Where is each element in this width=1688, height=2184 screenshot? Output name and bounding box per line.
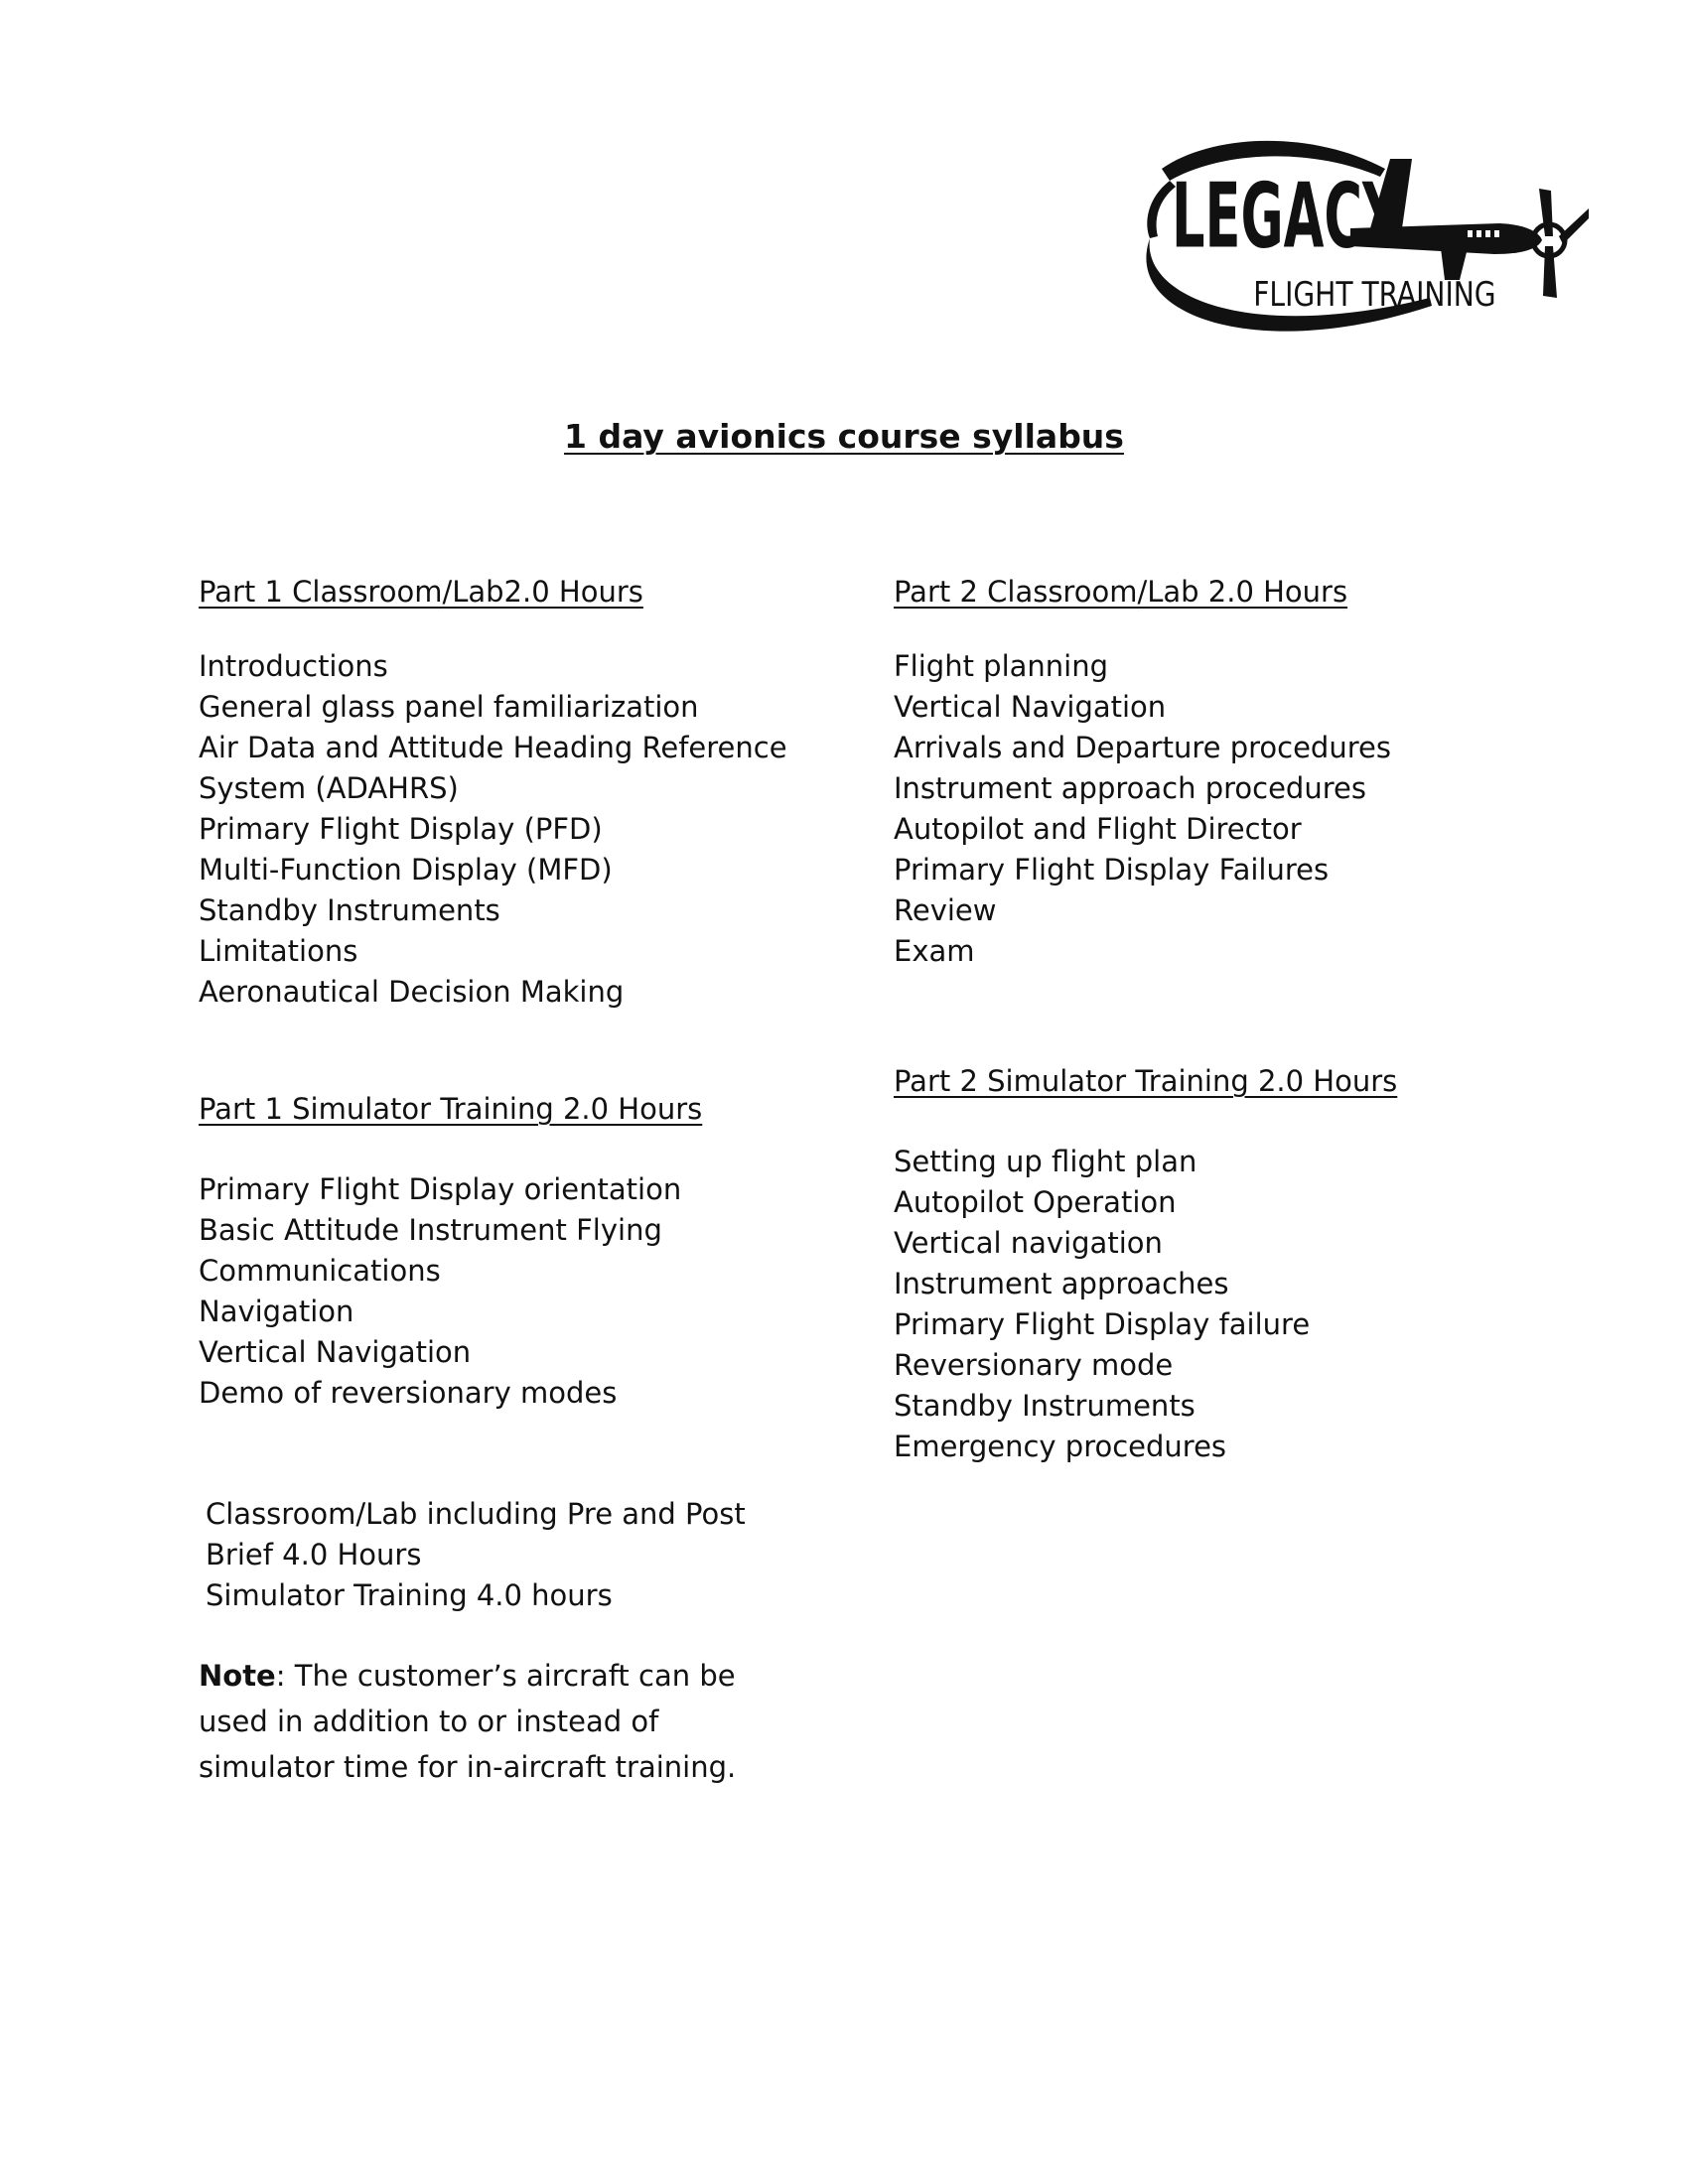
part1-simulator-section [199, 1089, 794, 1414]
list-item: General glass panel familiarization [199, 690, 699, 724]
topic-list [894, 646, 1489, 972]
section-heading: Part 2 Classroom/Lab 2.0 Hours [894, 575, 1348, 609]
hours-summary [206, 1494, 762, 1616]
list-item: Vertical Navigation [199, 1335, 472, 1369]
list-item: Navigation [199, 1295, 354, 1328]
section-heading: Part 2 Simulator Training 2.0 Hours [894, 1064, 1398, 1098]
section-heading: Part 1 Classroom/Lab2.0 Hours [199, 575, 643, 609]
list-item: Instrument approaches [894, 1267, 1229, 1300]
part2-simulator-section [894, 1061, 1489, 1467]
list-item: Standby Instruments [199, 893, 500, 927]
summary-line: Brief 4.0 Hours [206, 1538, 422, 1571]
list-item: Primary Flight Display orientation [199, 1172, 682, 1206]
svg-text:FLIGHT TRAINING: FLIGHT TRAINING [1253, 274, 1496, 315]
list-item: Multi-Function Display (MFD) [199, 853, 613, 887]
list-item: Primary Flight Display Failures [894, 853, 1330, 887]
section-heading: Part 1 Simulator Training 2.0 Hours [199, 1092, 703, 1126]
list-item: Introductions [199, 649, 388, 683]
note-label: Note [199, 1659, 276, 1693]
legacy-flight-training-logo [1142, 129, 1589, 347]
topic-list [199, 1169, 794, 1414]
list-item: System (ADAHRS) [199, 771, 459, 805]
list-item: Emergency procedures [894, 1430, 1227, 1463]
list-item: Arrivals and Departure procedures [894, 731, 1391, 764]
list-item: Review [894, 893, 997, 927]
topic-list [199, 646, 794, 1013]
list-item: Primary Flight Display failure [894, 1307, 1311, 1341]
list-item: Limitations [199, 934, 358, 968]
list-item: Demo of reversionary modes [199, 1376, 618, 1410]
list-item: Setting up flight plan [894, 1145, 1197, 1178]
list-item: Vertical navigation [894, 1226, 1163, 1260]
list-item: Communications [199, 1254, 441, 1288]
list-item: Autopilot Operation [894, 1185, 1177, 1219]
part1-classroom-section [199, 572, 794, 1013]
summary-line: Simulator Training 4.0 hours [206, 1578, 613, 1612]
list-item: Exam [894, 934, 975, 968]
note-text: : The customer’s aircraft can be used in addition to or instead of simulator time for in-aircraft training. [199, 1659, 737, 1784]
list-item: Air Data and Attitude Heading Reference [199, 731, 787, 764]
document-title: 1 day avionics course syllabus [564, 417, 1124, 456]
list-item: Aeronautical Decision Making [199, 975, 625, 1009]
topic-list [894, 1142, 1489, 1467]
part2-classroom-section [894, 572, 1489, 972]
note-paragraph [199, 1653, 794, 1790]
list-item: Basic Attitude Instrument Flying [199, 1213, 662, 1247]
list-item: Instrument approach procedures [894, 771, 1366, 805]
list-item: Primary Flight Display (PFD) [199, 812, 603, 846]
airplane-logo-icon [1142, 129, 1589, 347]
summary-line: Classroom/Lab including Pre and Post [206, 1497, 746, 1531]
list-item: Autopilot and Flight Director [894, 812, 1302, 846]
svg-text:LEGACY: LEGACY [1172, 164, 1401, 268]
list-item: Standby Instruments [894, 1389, 1196, 1423]
list-item: Reversionary mode [894, 1348, 1174, 1382]
list-item: Flight planning [894, 649, 1109, 683]
list-item: Vertical Navigation [894, 690, 1167, 724]
